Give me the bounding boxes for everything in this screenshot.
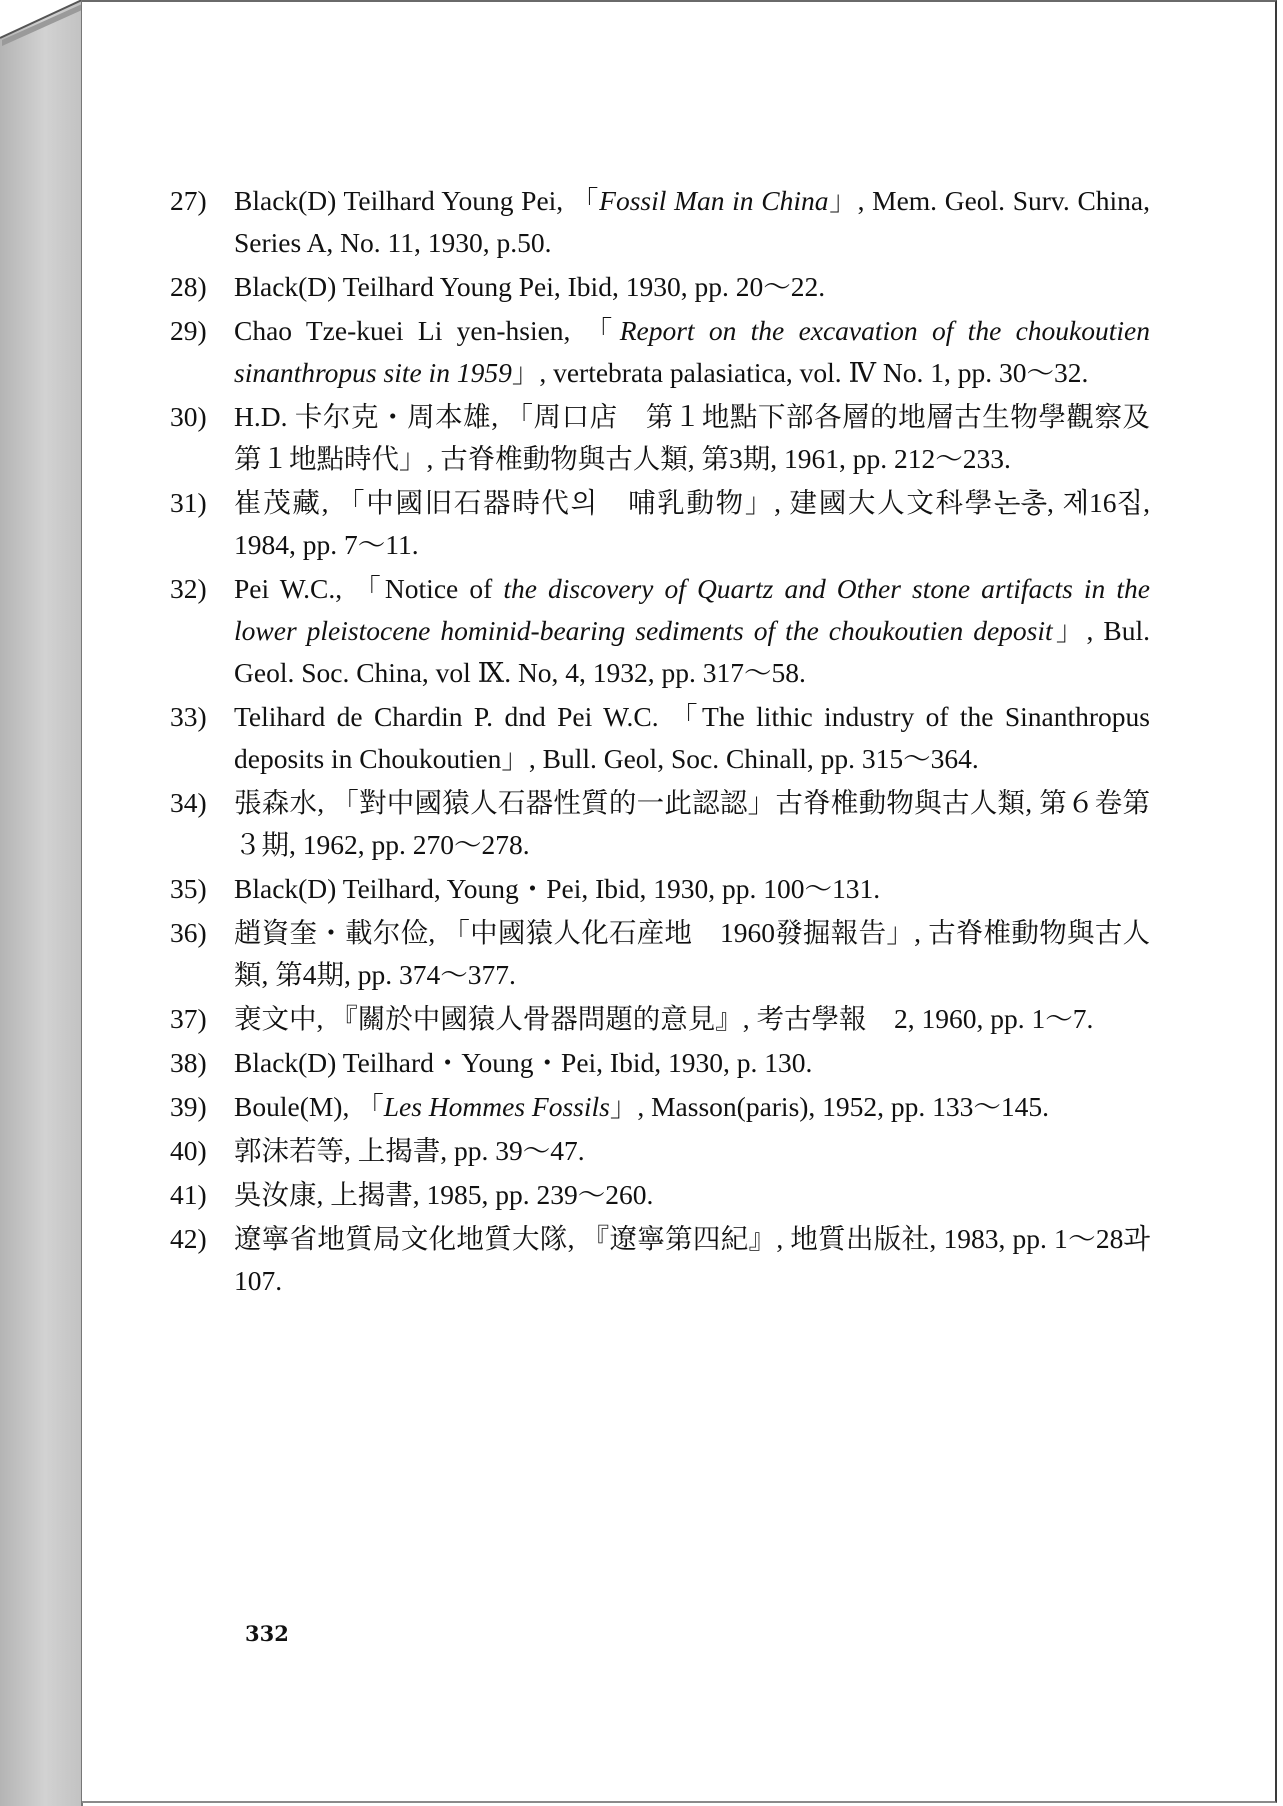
- footnote-title-italic: Les Hommes Fossils: [383, 1091, 610, 1122]
- footnote-text-segment: 張森水, 「對中國猿人石器性質的一此認認」古脊椎動物與古人類, 第６卷第３期, 1962, pp. 270～278.: [234, 787, 1150, 860]
- footnote-text-segment: 遼寧省地質局文化地質大隊, 『遼寧第四紀』, 地質出版社, 1983, pp. 1～28과 107.: [234, 1223, 1150, 1296]
- footnote-text: [234, 701, 1150, 774]
- footnote-text-segment: Boule(M), 「: [234, 1091, 384, 1122]
- footnote-text-segment: Chao Tze-kuei Li yen-hsien, 「: [234, 315, 620, 346]
- footnote-item: [170, 1042, 1150, 1084]
- footnote-number: 37): [170, 1003, 207, 1034]
- footnote-text-segment: Black(D) Teilhard Young Pei, 「: [234, 185, 600, 216]
- footnote-item: [170, 396, 1178, 480]
- footnote-text: [234, 271, 825, 302]
- footnote-text: [234, 487, 1150, 560]
- footnote-number: 33): [170, 701, 207, 732]
- footnote-number: 42): [170, 1223, 207, 1254]
- footnote-text-segment: 」, vertebrata palasiatica, vol. Ⅳ No. 1, pp. 30～32.: [511, 357, 1089, 388]
- footnote-number: 36): [170, 917, 207, 948]
- footnote-number: 40): [170, 1135, 207, 1166]
- footnote-title-italic: the discovery of Quartz and Other stone artifacts in the lower pleistocene hominid-bearing sediments of the choukoutien deposit: [234, 573, 1150, 646]
- footnote-text-segment: Black(D) Teilhard・Young・Pei, Ibid, 1930, p. 130.: [234, 1047, 813, 1078]
- footnote-number: 41): [170, 1179, 207, 1210]
- footnote-text-segment: 」, Mem. Geol. Surv. China, Series A, No. 11, 1930, p.50.: [234, 185, 1151, 258]
- footnote-item: [170, 696, 1150, 780]
- footnote-text: [234, 1223, 1150, 1296]
- footnote-number: 27): [170, 185, 207, 216]
- footnote-number: 29): [170, 315, 207, 346]
- footnote-list: [170, 180, 1178, 1304]
- footnote-text-segment: 裵文中, 『關於中國猿人骨器問題的意見』, 考古學報 2, 1960, pp. 1～7.: [234, 1003, 1094, 1034]
- footnote-text-segment: Telihard de Chardin P. dnd Pei W.C. 「The lithic industry of the Sinanthropus deposits in Choukoutien」, Bull. Geol, Soc. Chinall, pp. 315～364.: [234, 701, 1150, 774]
- footnote-text-segment: Black(D) Teilhard, Young・Pei, Ibid, 1930, pp. 100～131.: [234, 873, 881, 904]
- footnote-text-segment: H.D. 卡尔克・周本雄, 「周口店 第１地點下部各層的地層古生物學觀察及 第１地點時代」, 古脊椎動物與古人類, 第3期, 1961, pp. 212～233.: [234, 401, 1178, 474]
- footnote-item: [170, 266, 1150, 308]
- footnote-text: [234, 1003, 1093, 1034]
- footnote-number: 38): [170, 1047, 207, 1078]
- footnote-item: [170, 782, 1150, 866]
- footnote-item: [170, 998, 1150, 1040]
- footnote-text-segment: Black(D) Teilhard Young Pei, Ibid, 1930, pp. 20～22.: [234, 271, 826, 302]
- footnote-item: [170, 912, 1150, 996]
- footnote-number: 35): [170, 873, 207, 904]
- footnote-number: 31): [170, 487, 207, 518]
- footnote-number: 34): [170, 787, 207, 818]
- footnote-text-segment: 」, Bul. Geol. Soc. China, vol Ⅸ. No, 4, 1932, pp. 317～58.: [234, 615, 1150, 688]
- footnote-title-italic: Report on the excavation of the choukoutien sinanthropus site in 1959: [234, 315, 1150, 388]
- page-number: 332: [245, 1621, 289, 1646]
- footnote-text: [234, 787, 1150, 860]
- footnote-number: 32): [170, 573, 207, 604]
- footnote-text-segment: 趙資奎・載尔俭, 「中國猿人化石産地 1960發掘報告」, 古脊椎動物與古人類, 第4期, pp. 374～377.: [234, 917, 1150, 990]
- footnote-text: [234, 1091, 1049, 1122]
- footnote-item: [170, 868, 1150, 910]
- footnote-item: [170, 1218, 1150, 1302]
- footnote-item: [170, 310, 1150, 394]
- footnote-item: [170, 180, 1150, 264]
- footnote-text-segment: 」, Masson(paris), 1952, pp. 133～145.: [609, 1091, 1050, 1122]
- footnote-item: [170, 1086, 1150, 1128]
- footnote-item: [170, 1174, 1150, 1216]
- footnote-text: [234, 573, 1150, 688]
- footnote-number: 30): [170, 401, 207, 432]
- footnote-text: [234, 873, 880, 904]
- footnote-item: [170, 482, 1150, 566]
- book-spine-edge: [0, 0, 90, 1806]
- footnote-text-segment: 崔茂藏, 「中國旧石器時代의 哺乳動物」, 建國大人文科學논총, 제16집, 1984, pp. 7～11.: [234, 487, 1150, 560]
- footnote-text: [234, 401, 1178, 474]
- footnote-text: [234, 185, 1150, 258]
- footnote-text-segment: 吳汝康, 上揭書, 1985, pp. 239～260.: [234, 1179, 654, 1210]
- footnote-number: 28): [170, 271, 207, 302]
- footnote-text: [234, 315, 1150, 388]
- footnote-text: [234, 1135, 585, 1166]
- footnote-title-italic: Fossil Man in China: [599, 185, 829, 216]
- footnote-text: [234, 1179, 653, 1210]
- footnote-item: [170, 568, 1150, 694]
- footnote-text: [234, 917, 1150, 990]
- footnote-text-segment: Pei W.C., 「Notice of: [234, 573, 504, 604]
- footnote-text-segment: 郭沫若等, 上揭書, pp. 39～47.: [234, 1135, 585, 1166]
- footnote-text: [234, 1047, 812, 1078]
- footnote-number: 39): [170, 1091, 207, 1122]
- footnote-item: [170, 1130, 1150, 1172]
